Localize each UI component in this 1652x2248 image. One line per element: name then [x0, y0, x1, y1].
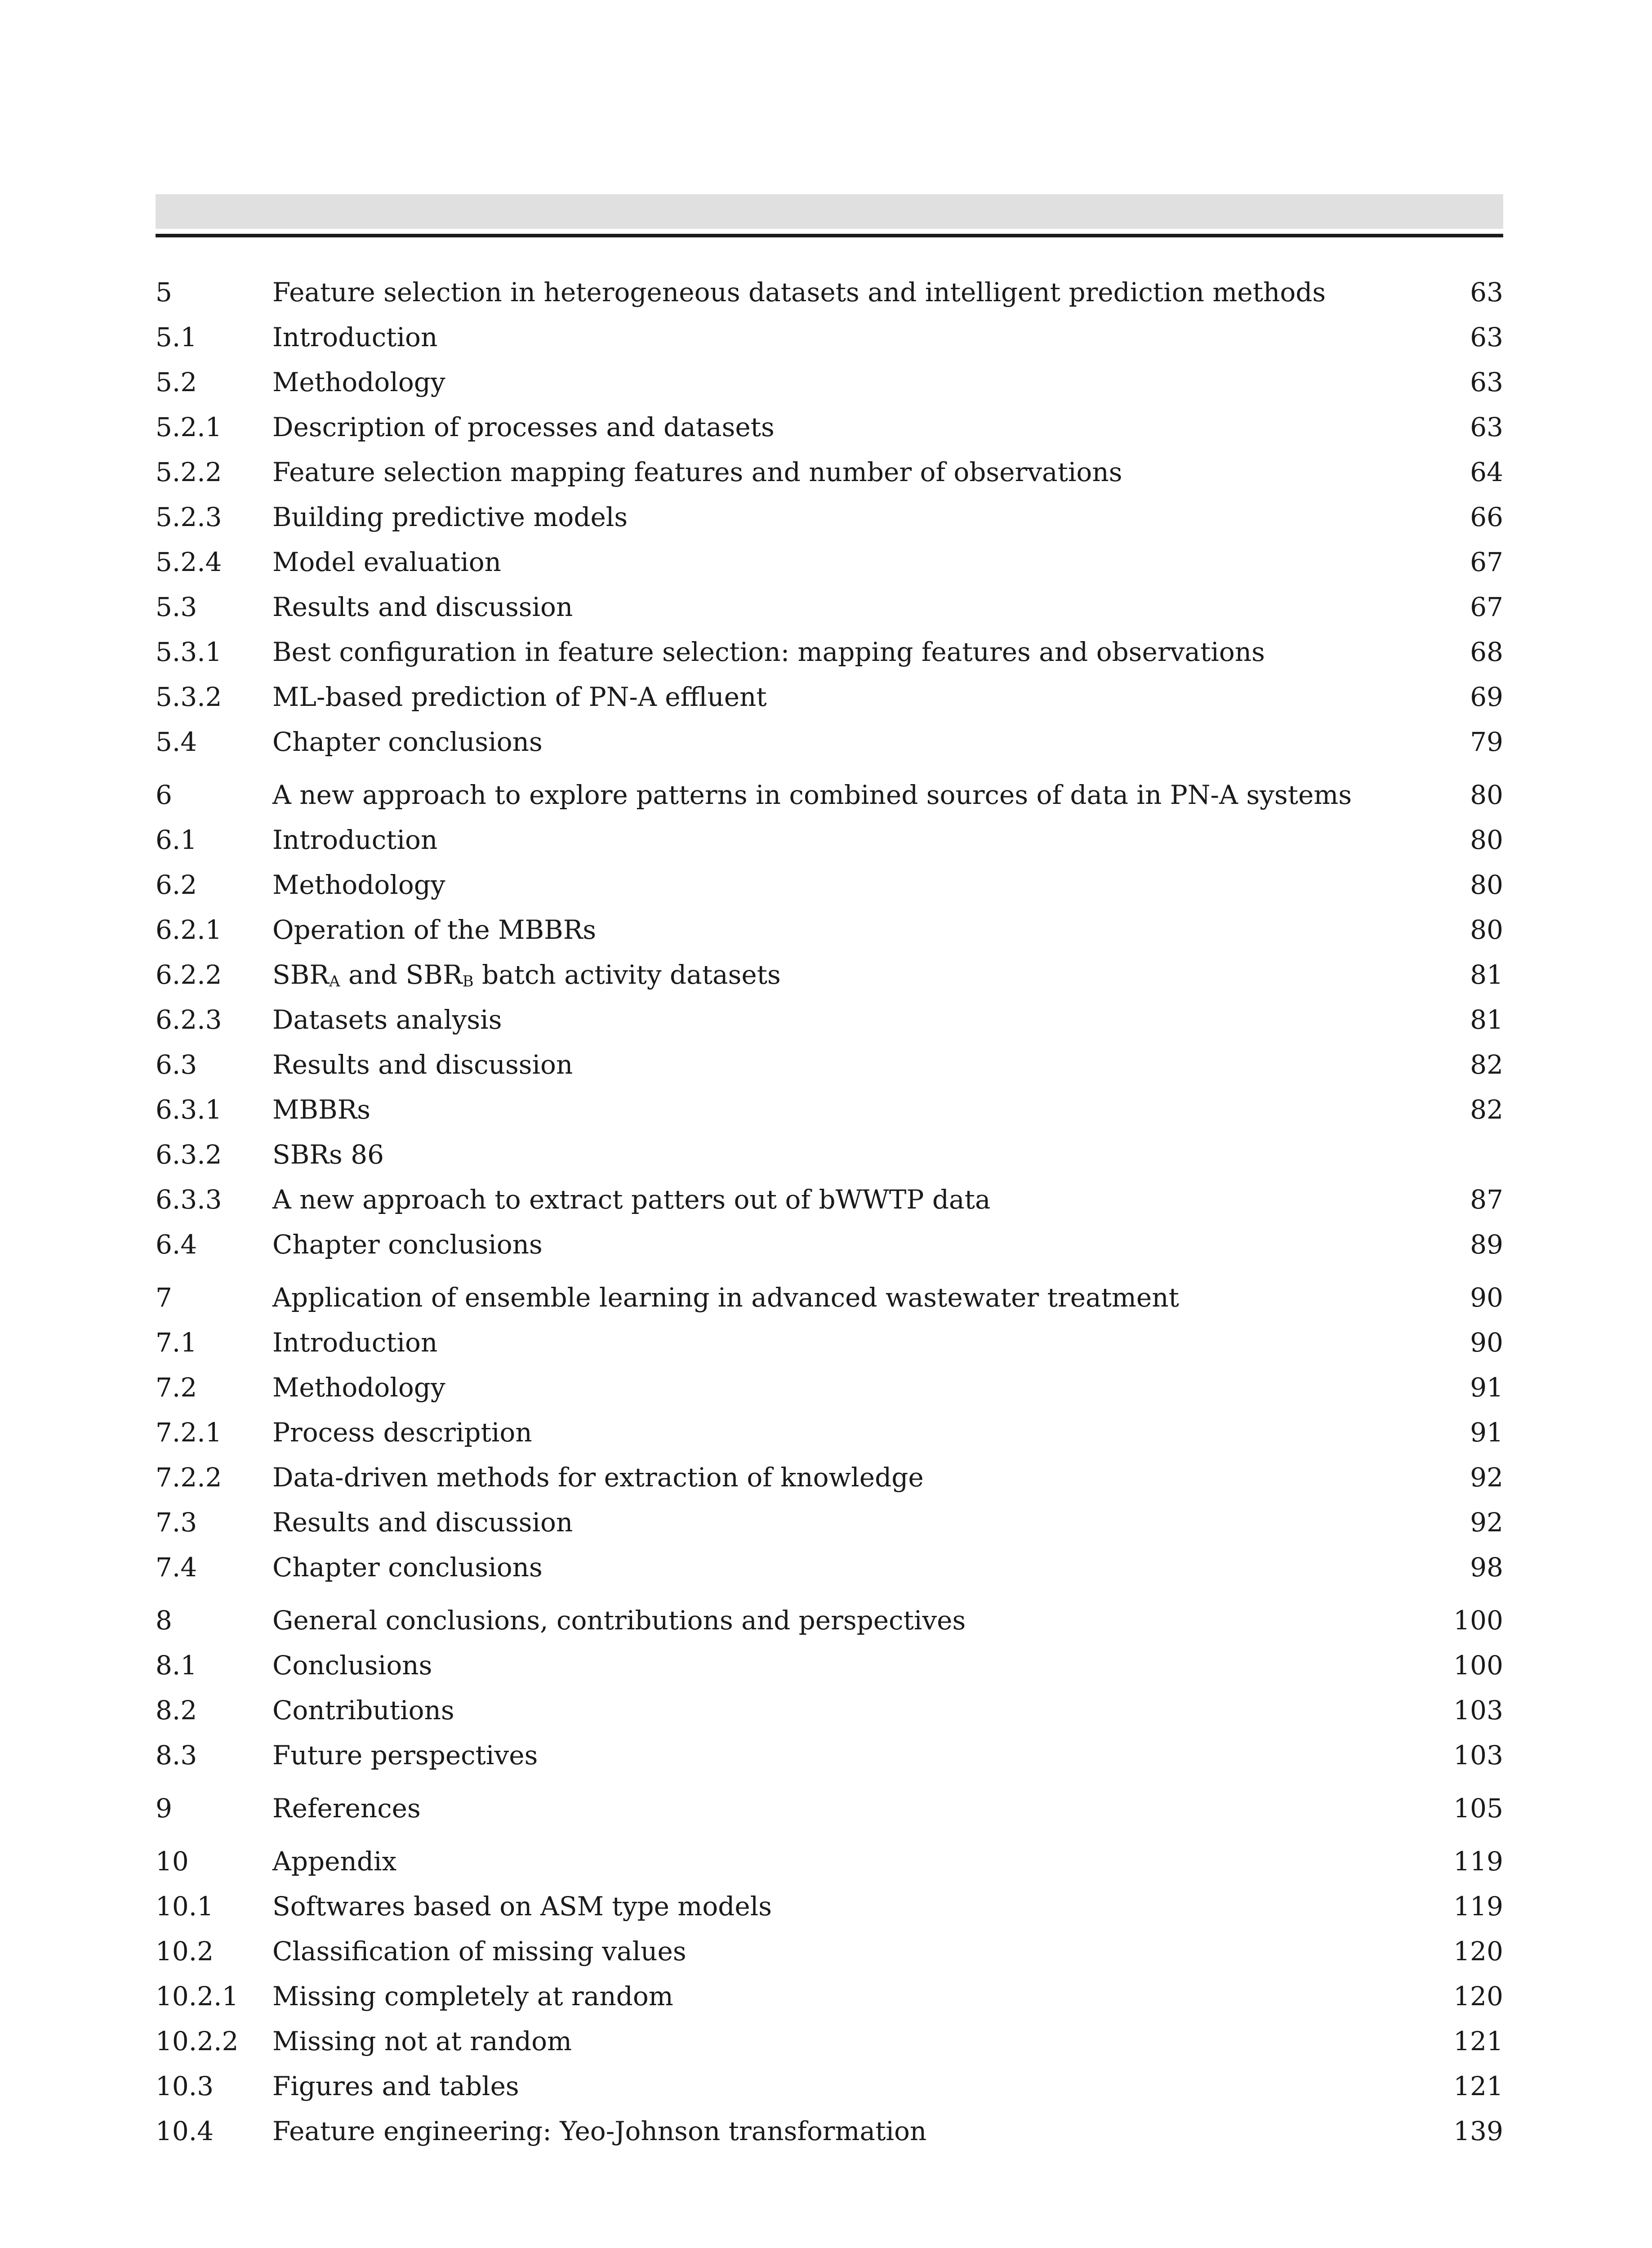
toc-entry-page: 120: [1453, 1981, 1503, 2012]
toc-entry-number: 5.2.4: [156, 547, 222, 577]
toc-entry-number: 5.2: [156, 367, 197, 397]
toc-entry-page: 92: [1470, 1462, 1503, 1493]
toc-entry-number: 5: [156, 277, 172, 308]
toc-entry-number: 6.4: [156, 1229, 197, 1260]
toc-chapter-row[interactable]: [156, 270, 1503, 315]
toc-entry-number: 5.2.2: [156, 457, 222, 487]
toc-entry-page: 120: [1453, 1936, 1503, 1967]
toc-entry-page: 63: [1470, 412, 1503, 442]
toc-entry-title: Data-driven methods for extraction of knowledge: [272, 1462, 924, 1493]
toc-entry-number: 6.3.1: [156, 1094, 222, 1125]
toc-entry-title: Conclusions: [272, 1650, 432, 1681]
toc-section-row[interactable]: [156, 1222, 1503, 1267]
table-of-contents: [156, 270, 1503, 2154]
toc-entry-title: Description of processes and datasets: [272, 412, 775, 442]
toc-entry-page: 87: [1470, 1184, 1503, 1215]
toc-section-row[interactable]: [156, 862, 1503, 907]
toc-section-row[interactable]: [156, 629, 1503, 674]
toc-entry-title: Results and discussion: [272, 1507, 573, 1538]
toc-entry-page: 82: [1470, 1049, 1503, 1080]
toc-section-row[interactable]: [156, 1087, 1503, 1132]
toc-section-row[interactable]: [156, 1974, 1503, 2019]
toc-entry-page: 103: [1453, 1695, 1503, 1726]
toc-entry-number: 7.4: [156, 1552, 197, 1583]
toc-entry-title: Classification of missing values: [272, 1936, 686, 1967]
toc-entry-number: 10.1: [156, 1891, 214, 1922]
toc-section-row[interactable]: [156, 495, 1503, 540]
toc-entry-page: 119: [1453, 1891, 1503, 1922]
toc-entry-page: 63: [1470, 277, 1503, 308]
toc-entry-title: Datasets analysis: [272, 1004, 502, 1035]
toc-entry-number: 8.1: [156, 1650, 197, 1681]
toc-section-row[interactable]: [156, 1410, 1503, 1455]
toc-entry-number: 5.2.3: [156, 502, 222, 532]
toc-section-row[interactable]: [156, 315, 1503, 360]
toc-entry-page: 80: [1470, 780, 1503, 810]
toc-entry-number: 10: [156, 1846, 189, 1877]
toc-entry-title: Building predictive models: [272, 502, 628, 532]
toc-entry-title: Chapter conclusions: [272, 1229, 543, 1260]
toc-section-row[interactable]: [156, 1455, 1503, 1500]
toc-section-row[interactable]: [156, 1042, 1503, 1087]
toc-entry-title: Methodology: [272, 870, 445, 900]
toc-section-row[interactable]: [156, 817, 1503, 862]
toc-section-row[interactable]: [156, 997, 1503, 1042]
toc-entry-number: 7.3: [156, 1507, 197, 1538]
toc-section-row[interactable]: [156, 952, 1503, 997]
toc-entry-page: 68: [1470, 637, 1503, 667]
toc-entry-title: Introduction: [272, 322, 438, 352]
toc-entry-title: Feature engineering: Yeo-Johnson transformation: [272, 2116, 927, 2146]
toc-entry-number: 5.2.1: [156, 412, 222, 442]
toc-entry-number: 7: [156, 1282, 172, 1313]
toc-entry-number: 8: [156, 1605, 172, 1636]
toc-entry-title: A new approach to explore patterns in combined sources of data in PN-A systems: [272, 780, 1352, 810]
toc-entry-title: Feature selection in heterogeneous datasets and intelligent prediction methods: [272, 277, 1326, 308]
toc-title-subscript: B: [462, 972, 474, 990]
toc-entry-title: Softwares based on ASM type models: [272, 1891, 772, 1922]
toc-entry-title: Figures and tables: [272, 2071, 519, 2101]
toc-section-row[interactable]: [156, 719, 1503, 764]
toc-section-row[interactable]: [156, 584, 1503, 629]
toc-entry-page: 91: [1470, 1372, 1503, 1403]
toc-entry-title: Appendix: [272, 1846, 397, 1877]
toc-title-part: batch activity datasets: [473, 959, 781, 990]
toc-entry-number: 10.2.2: [156, 2026, 239, 2056]
toc-entry-title: References: [272, 1793, 421, 1824]
toc-entry-number: 5.4: [156, 727, 197, 757]
toc-entry-page: 79: [1470, 727, 1503, 757]
toc-entry-title: Process description: [272, 1417, 532, 1448]
toc-title-part: and SBR: [340, 959, 463, 990]
toc-entry-page: 119: [1453, 1846, 1503, 1877]
toc-entry-page: 80: [1470, 825, 1503, 855]
toc-section-row[interactable]: [156, 360, 1503, 405]
toc-entry-number: 5.3.2: [156, 682, 222, 712]
toc-section-row[interactable]: [156, 405, 1503, 450]
toc-entry-number: 5.3.1: [156, 637, 222, 667]
toc-entry-title: Missing not at random: [272, 2026, 572, 2056]
toc-section-row[interactable]: [156, 674, 1503, 719]
toc-entry-page: 69: [1470, 682, 1503, 712]
toc-section-row[interactable]: [156, 1320, 1503, 1365]
toc-entry-number: 10.2: [156, 1936, 214, 1967]
toc-entry-title: Methodology: [272, 367, 445, 397]
toc-entry-title: Missing completely at random: [272, 1981, 673, 2012]
toc-section-row[interactable]: [156, 1365, 1503, 1410]
toc-entry-page: 90: [1470, 1282, 1503, 1313]
toc-entry-page: 64: [1470, 457, 1503, 487]
toc-entry-page: 103: [1453, 1740, 1503, 1771]
toc-entry-number: 6: [156, 780, 172, 810]
toc-entry-title: Results and discussion: [272, 1049, 573, 1080]
toc-section-row[interactable]: [156, 450, 1503, 495]
toc-entry-number: 8.2: [156, 1695, 197, 1726]
toc-entry-number: 6.3.3: [156, 1184, 222, 1215]
toc-section-row[interactable]: [156, 540, 1503, 584]
toc-entry-title: Contributions: [272, 1695, 454, 1726]
toc-entry-page: 98: [1470, 1552, 1503, 1583]
toc-entry-number: 10.3: [156, 2071, 214, 2101]
toc-entry-page: 66: [1470, 502, 1503, 532]
toc-entry-number: 6.2: [156, 870, 197, 900]
toc-section-row[interactable]: [156, 1643, 1503, 1688]
toc-entry-page: 63: [1470, 367, 1503, 397]
toc-entry-title: General conclusions, contributions and perspectives: [272, 1605, 966, 1636]
toc-entry-page: 67: [1470, 547, 1503, 577]
toc-entry-number: 5.3: [156, 592, 197, 622]
toc-entry-number: 6.3: [156, 1049, 197, 1080]
toc-entry-title: Chapter conclusions: [272, 727, 543, 757]
toc-entry-page: 105: [1453, 1793, 1503, 1824]
toc-entry-page: 82: [1470, 1094, 1503, 1125]
toc-entry-title: Future perspectives: [272, 1740, 538, 1771]
toc-section-row[interactable]: [156, 1545, 1503, 1590]
toc-entry-title: Methodology: [272, 1372, 445, 1403]
toc-section-row[interactable]: [156, 2064, 1503, 2109]
toc-entry-number: 6.2.1: [156, 914, 222, 945]
toc-entry-number: 10.4: [156, 2116, 214, 2146]
toc-title-part: SBR: [272, 959, 330, 990]
toc-section-row[interactable]: [156, 2019, 1503, 2064]
toc-entry-title: Chapter conclusions: [272, 1552, 543, 1583]
toc-entry-page: 121: [1453, 2071, 1503, 2101]
toc-entry-page: 63: [1470, 322, 1503, 352]
toc-entry-number: 7.2.2: [156, 1462, 222, 1493]
toc-section-row[interactable]: [156, 1884, 1503, 1929]
toc-entry-title: [272, 952, 781, 997]
header-rule: [156, 234, 1503, 237]
toc-chapter-row[interactable]: [156, 1598, 1503, 1643]
header-band: [156, 194, 1503, 229]
toc-section-row[interactable]: [156, 1177, 1503, 1222]
toc-entry-page: 121: [1453, 2026, 1503, 2056]
toc-entry-title: Model evaluation: [272, 547, 502, 577]
toc-entry-number: 10.2.1: [156, 1981, 239, 2012]
toc-entry-page: 67: [1470, 592, 1503, 622]
toc-title-subscript: A: [329, 972, 340, 990]
toc-entry-number: 6.1: [156, 825, 197, 855]
toc-entry-number: 7.2: [156, 1372, 197, 1403]
toc-entry-number: 6.2.3: [156, 1004, 222, 1035]
toc-entry-title: Introduction: [272, 825, 438, 855]
toc-chapter-row[interactable]: [156, 1275, 1503, 1320]
toc-entry-page: 81: [1470, 1004, 1503, 1035]
toc-chapter-row[interactable]: [156, 1839, 1503, 1884]
toc-entry-number: 8.3: [156, 1740, 197, 1771]
toc-entry-page: 89: [1470, 1229, 1503, 1260]
toc-entry-page: 80: [1470, 870, 1503, 900]
toc-chapter-row[interactable]: [156, 1786, 1503, 1831]
toc-section-row[interactable]: [156, 1688, 1503, 1733]
toc-section-row[interactable]: [156, 1733, 1503, 1778]
toc-entry-title: ML-based prediction of PN-A effluent: [272, 682, 767, 712]
toc-section-row[interactable]: [156, 1132, 1503, 1177]
toc-entry-title: SBRs 86: [272, 1139, 384, 1170]
toc-entry-title: Results and discussion: [272, 592, 573, 622]
toc-entry-title: Application of ensemble learning in advanced wastewater treatment: [272, 1282, 1179, 1313]
toc-entry-number: 5.1: [156, 322, 197, 352]
toc-entry-page: 80: [1470, 914, 1503, 945]
toc-entry-page: 100: [1453, 1650, 1503, 1681]
toc-entry-title: MBBRs: [272, 1094, 371, 1125]
toc-entry-number: 7.2.1: [156, 1417, 222, 1448]
toc-entry-title: Operation of the MBBRs: [272, 914, 597, 945]
toc-section-row[interactable]: [156, 1500, 1503, 1545]
toc-entry-page: 100: [1453, 1605, 1503, 1636]
toc-section-row[interactable]: [156, 2109, 1503, 2154]
toc-entry-page: 91: [1470, 1417, 1503, 1448]
toc-entry-number: 7.1: [156, 1327, 197, 1358]
toc-entry-page: 81: [1470, 959, 1503, 990]
toc-entry-number: 9: [156, 1793, 172, 1824]
toc-chapter-row[interactable]: [156, 772, 1503, 817]
toc-entry-title: Feature selection mapping features and number of observations: [272, 457, 1122, 487]
toc-entry-title: Best configuration in feature selection: mapping features and observations: [272, 637, 1265, 667]
toc-section-row[interactable]: [156, 1929, 1503, 1974]
toc-entry-number: 6.2.2: [156, 959, 222, 990]
toc-entry-page: 92: [1470, 1507, 1503, 1538]
toc-entry-number: 6.3.2: [156, 1139, 222, 1170]
toc-entry-page: 139: [1453, 2116, 1503, 2146]
toc-entry-title: A new approach to extract patters out of bWWTP data: [272, 1184, 991, 1215]
toc-entry-title: Introduction: [272, 1327, 438, 1358]
toc-section-row[interactable]: [156, 907, 1503, 952]
toc-entry-page: 90: [1470, 1327, 1503, 1358]
